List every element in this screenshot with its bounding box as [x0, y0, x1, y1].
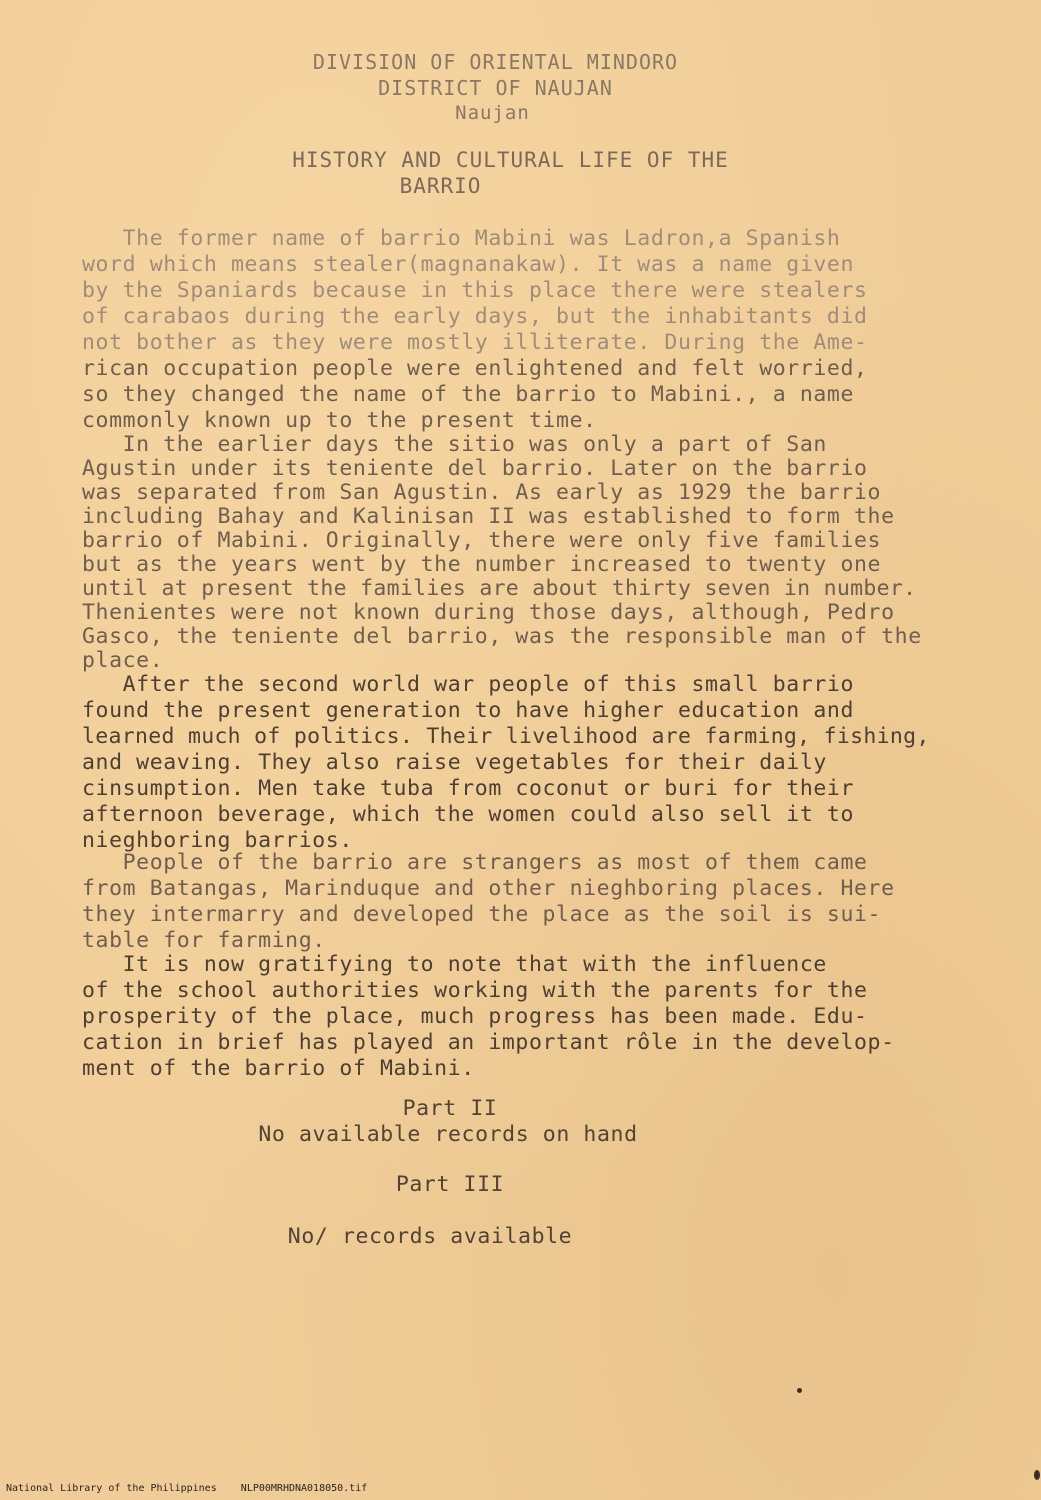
body-line: Agustin under its teniente del barrio. Later on the barrio [82, 456, 868, 481]
title-line-1: HISTORY AND CULTURAL LIFE OF THE [292, 148, 729, 172]
body-line: cation in brief has played an important rôle in the develop- [82, 1030, 895, 1055]
footer-caption: National Library of the Philippines NLP00MRHDNA018050.tif [6, 1483, 368, 1494]
part-2-text: No available records on hand [258, 1122, 638, 1147]
body-line: word which means stealer(magnanakaw). It was a name given [82, 252, 855, 277]
part-3-title: Part III [395, 1172, 505, 1197]
body-line: not bother as they were mostly illiterate. During the Ame- [82, 330, 868, 355]
body-line: they intermarry and developed the place as the soil is sui- [82, 902, 882, 927]
header-district: DISTRICT OF NAUJAN [378, 76, 613, 100]
body-line: People of the barrio are strangers as most of them came [82, 850, 868, 875]
body-line: but as the years went by the number increased to twenty one [82, 552, 882, 577]
part-3-text: No/ records available [287, 1224, 573, 1249]
body-line: Thenientes were not known during those days, although, Pedro [82, 600, 895, 625]
body-line: After the second world war people of this small barrio [82, 672, 855, 697]
header-division: DIVISION OF ORIENTAL MINDORO [312, 50, 679, 74]
body-line: table for farming. [82, 928, 326, 953]
body-line: afternoon beverage, which the women could also sell it to [82, 802, 855, 827]
body-line: In the earlier days the sitio was only a part of San [82, 432, 827, 457]
header-town: Naujan [455, 102, 530, 124]
body-line: was separated from San Agustin. As early as 1929 the barrio [82, 480, 882, 505]
body-line: from Batangas, Marinduque and other nieghboring places. Here [82, 876, 895, 901]
body-line: It is now gratifying to note that with the influence [82, 952, 827, 977]
body-line: of carabaos during the early days, but the inhabitants did [82, 304, 868, 329]
body-line: ment of the barrio of Mabini. [82, 1056, 475, 1081]
body-line: and weaving. They also raise vegetables for their daily [82, 750, 827, 775]
body-line: place. [82, 648, 164, 673]
ink-speck [1034, 1470, 1040, 1480]
part-2-title: Part II [402, 1096, 498, 1121]
body-line: The former name of barrio Mabini was Ladron,a Spanish [82, 226, 841, 251]
body-line: so they changed the name of the barrio to Mabini., a name [82, 382, 855, 407]
body-line: nieghboring barrios. [82, 828, 353, 853]
body-line: rican occupation people were enlightened and felt worried, [82, 356, 868, 381]
title-line-2: BARRIO [399, 174, 482, 198]
body-line: by the Spaniards because in this place there were stealers [82, 278, 868, 303]
body-line: barrio of Mabini. Originally, there were only five families [82, 528, 882, 553]
body-line: Gasco, the teniente del barrio, was the responsible man of the [82, 624, 922, 649]
body-line: prosperity of the place, much progress has been made. Edu- [82, 1004, 868, 1029]
body-line: cinsumption. Men take tuba from coconut or buri for their [82, 776, 855, 801]
body-line: found the present generation to have higher education and [82, 698, 855, 723]
body-line: learned much of politics. Their livelihood are farming, fishing, [82, 724, 930, 749]
body-line: of the school authorities working with the parents for the [82, 978, 868, 1003]
body-line: including Bahay and Kalinisan II was established to form the [82, 504, 895, 529]
body-line: until at present the families are about thirty seven in number. [82, 576, 917, 601]
ink-speck [797, 1388, 802, 1393]
body-line: commonly known up to the present time. [82, 408, 597, 433]
